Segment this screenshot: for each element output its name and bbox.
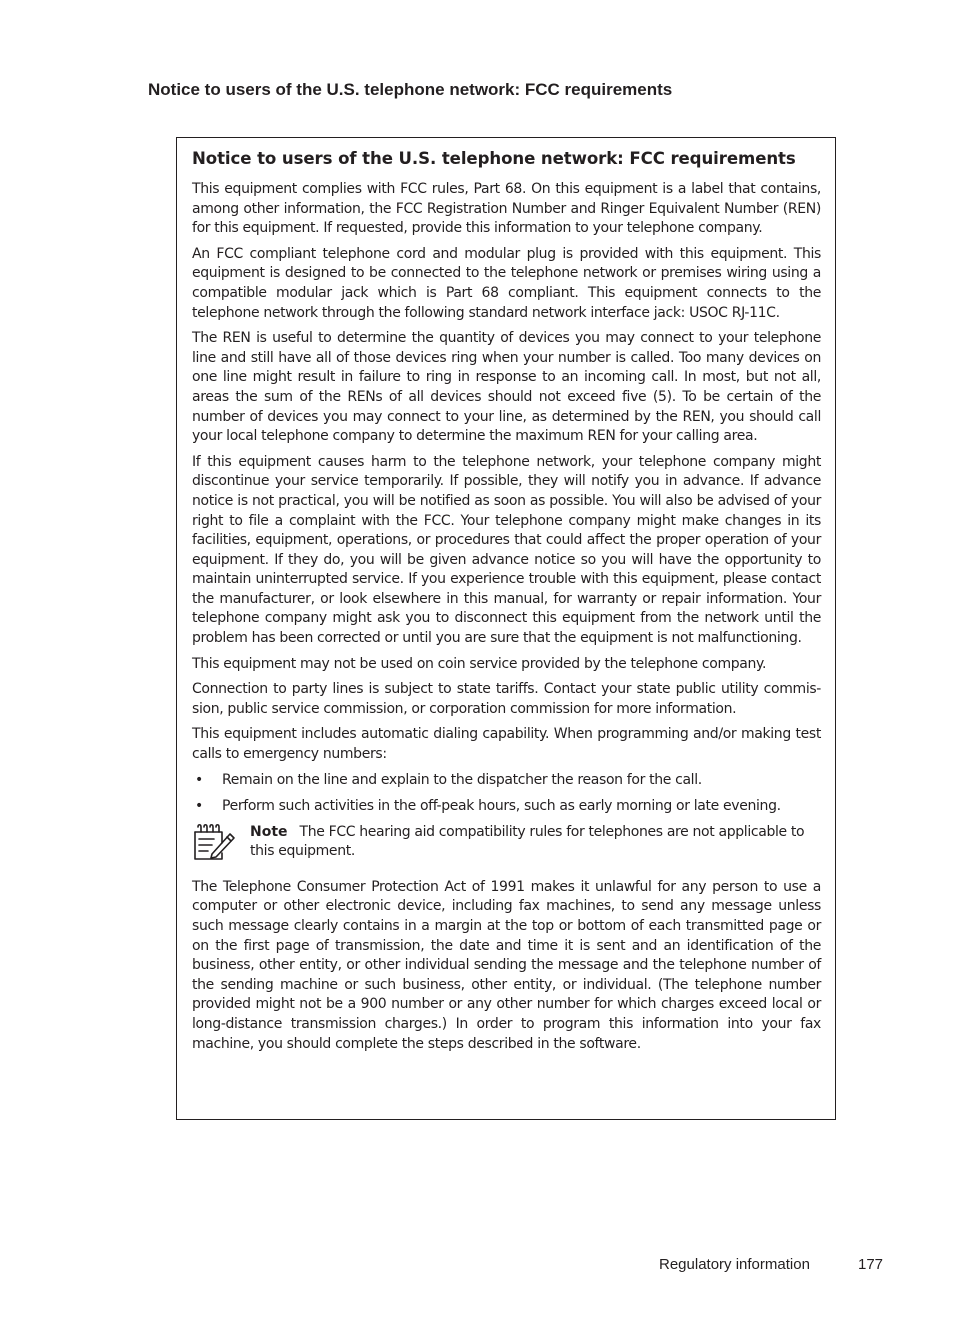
list-item <box>192 771 821 791</box>
emergency-call-list <box>192 771 821 817</box>
note-pad-icon <box>192 823 236 863</box>
paragraph-cord-and-plug: An FCC compliant telephone cord and modular plug is provided with this equipment. This equipment is designed to be connected to the telephone network or premises wiring using a compatible modular jack which is Part 68 compliant. This equipment connects to the telephone network through the following standard network interface jack: USOC RJ-11C. <box>192 245 821 321</box>
paragraph-ren: The REN is useful to determine the quantity of devices you may connect to your telephone line and still have all of those devices ring when your number is called. Too many devices on one line might result in failure to ring in response to an incoming call. In most, but not all, areas the sum of the RENs of all devices should not exceed five (5). To be certain of the number of devices you may connect to your line, as determined by the REN, you should call your local telephone company to determine the maximum REN for your calling area. <box>192 330 821 445</box>
section-heading: Notice to users of the U.S. telephone network: FCC requirements <box>148 80 673 99</box>
note-text: The FCC hearing aid compatibility rules for telephones are not applicable to this equipment. <box>250 823 805 860</box>
paragraph-network-harm: If this equipment causes harm to the telephone network, your telephone company might discontinue your service temporarily. If possible, they will notify you in advance. If advance notice is not practical, you will be notified as soon as possible. You will also be advised of your right to file a complaint with the FCC. Your telephone company might make changes in its facilities, equipment, operations, or procedures that could affect the proper operation of your equipment. If they do, you will be given advance notice so you will have the opportunity to maintain uninterrupted service. If you experience trouble with this equipment, please contact the manufacturer, or look elsewhere in this manual, for warranty or repair information. Your telephone company might ask you to disconnect this equipment from the network until the problem has been corrected or until you are sure that the equipment is not malfunctioning. <box>192 453 821 647</box>
paragraph-fcc-part68: This equipment complies with FCC rules, Part 68. On this equipment is a label that contains, among other information, the FCC Registration Number and Ringer Equivalent Number (REN) for this equipment. If requested, provide this information to your telephone company. <box>192 181 821 237</box>
box-title: Notice to users of the U.S. telephone network: FCC requirements <box>192 149 796 168</box>
note-label: Note <box>250 823 288 840</box>
note-block <box>192 823 821 867</box>
bullet-marker: • <box>195 771 203 788</box>
list-item-text: Remain on the line and explain to the dispatcher the reason for the call. <box>222 771 702 788</box>
paragraph-auto-dialing: This equipment includes automatic dialing capability. When programming and/or making test calls to emergency numbers: <box>192 726 821 763</box>
list-item <box>192 797 821 817</box>
paragraph-party-lines: Connection to party lines is subject to state tariffs. Contact your state public utility commis-sion, public service commission, or corporation commission for more information. <box>192 681 821 717</box>
fcc-notice-box <box>176 137 836 1120</box>
paragraph-tcpa: The Telephone Consumer Protection Act of 1991 makes it unlawful for any person to use a computer or other electronic device, including fax machines, to send any message unless such message clearly contains in a margin at the top or bottom of each transmitted page or on the first page of transmission, the date and time it is sent and an identification of the business, other entity, or other individual sending the message and the telephone number of the sending machine or such business, other entity, or individual. (The telephone number provided might not be a 900 number or any other number for which charges exceed local or long-distance transmission charges.) In order to program this information into your fax machine, you should complete the steps described in the software. <box>192 878 821 1052</box>
page-number: 177 <box>858 1256 884 1273</box>
paragraph-coin-service: This equipment may not be used on coin service provided by the telephone company. <box>192 655 767 672</box>
footer-section-label: Regulatory information <box>659 1256 810 1273</box>
list-item-text: Perform such activities in the off-peak hours, such as early morning or late evening. <box>222 797 781 814</box>
bullet-marker: • <box>195 797 203 814</box>
